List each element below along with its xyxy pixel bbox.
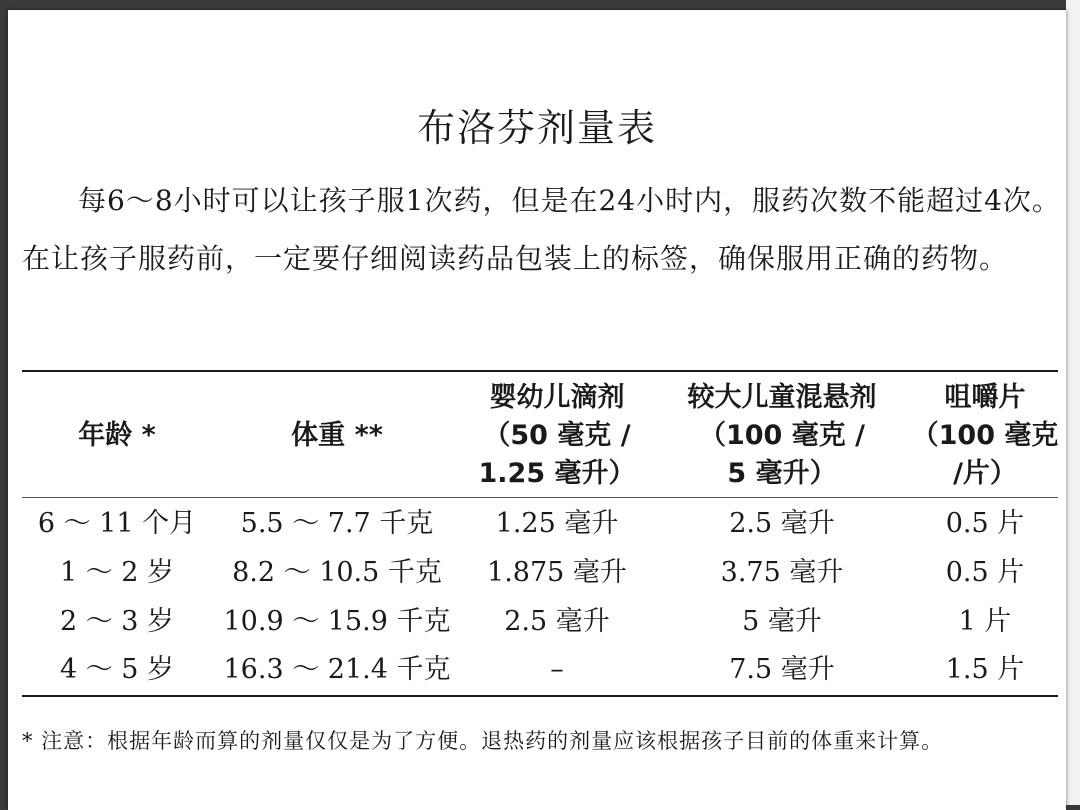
table-row — [22, 646, 1058, 694]
header-suspension: 较大儿童混悬剂 （100 毫克 / 5 毫升） — [687, 382, 877, 489]
cell-weight: 5.5 ～ 7.7 千克 — [240, 508, 434, 539]
cell-weight: 10.9 ～ 15.9 千克 — [223, 606, 451, 637]
cell-infant-drops: 1.25 毫升 — [495, 508, 619, 539]
table-row — [22, 549, 1058, 597]
cell-suspension: 3.75 毫升 — [720, 557, 844, 588]
header-chewable: 咀嚼片 （100 毫克 /片） — [911, 382, 1059, 489]
cell-chewable: 0.5 片 — [945, 557, 1025, 588]
table-header-rule — [22, 497, 1058, 498]
cell-chewable: 0.5 片 — [945, 508, 1025, 539]
cell-weight: 8.2 ～ 10.5 千克 — [232, 557, 442, 588]
cell-chewable: 1 片 — [958, 606, 1012, 637]
footnote: * 注意：根据年龄而算的剂量仅仅是为了方便。退热药的剂量应该根据孩子目前的体重来计算。 — [22, 729, 944, 753]
cell-suspension: 2.5 毫升 — [729, 508, 835, 539]
header-weight: 体重 ** — [291, 420, 383, 451]
table-row — [22, 500, 1058, 548]
cell-age: 2 ～ 3 岁 — [59, 606, 175, 637]
table-bottom-rule — [22, 695, 1058, 697]
table-top-rule — [22, 370, 1058, 372]
page-edge — [1066, 0, 1080, 805]
cell-suspension: 7.5 毫升 — [729, 654, 835, 685]
header-age: 年龄 * — [78, 420, 156, 451]
header-infant-drops: 婴幼儿滴剂 （50 毫克 / 1.25 毫升） — [478, 382, 636, 489]
cell-age: 1 ～ 2 岁 — [59, 557, 175, 588]
cell-chewable: 1.5 片 — [945, 654, 1025, 685]
intro-paragraph: 每6～8小时可以让孩子服1次药，但是在24小时内，服药次数不能超过4次。在让孩子服药前，一定要仔细阅读药品包装上的标签，确保服用正确的药物。 — [22, 184, 1061, 275]
cell-suspension: 5 毫升 — [742, 606, 822, 637]
cell-weight: 16.3 ～ 21.4 千克 — [223, 654, 451, 685]
cell-age: 4 ～ 5 岁 — [59, 654, 175, 685]
cell-infant-drops: – — [550, 654, 564, 685]
cell-infant-drops: 2.5 毫升 — [504, 606, 610, 637]
page-title: 布洛芬剂量表 — [416, 106, 657, 151]
table-row — [22, 598, 1058, 646]
cell-age: 6 ～ 11 个月 — [37, 508, 197, 539]
document-page — [8, 10, 1066, 810]
cell-infant-drops: 1.875 毫升 — [487, 557, 627, 588]
